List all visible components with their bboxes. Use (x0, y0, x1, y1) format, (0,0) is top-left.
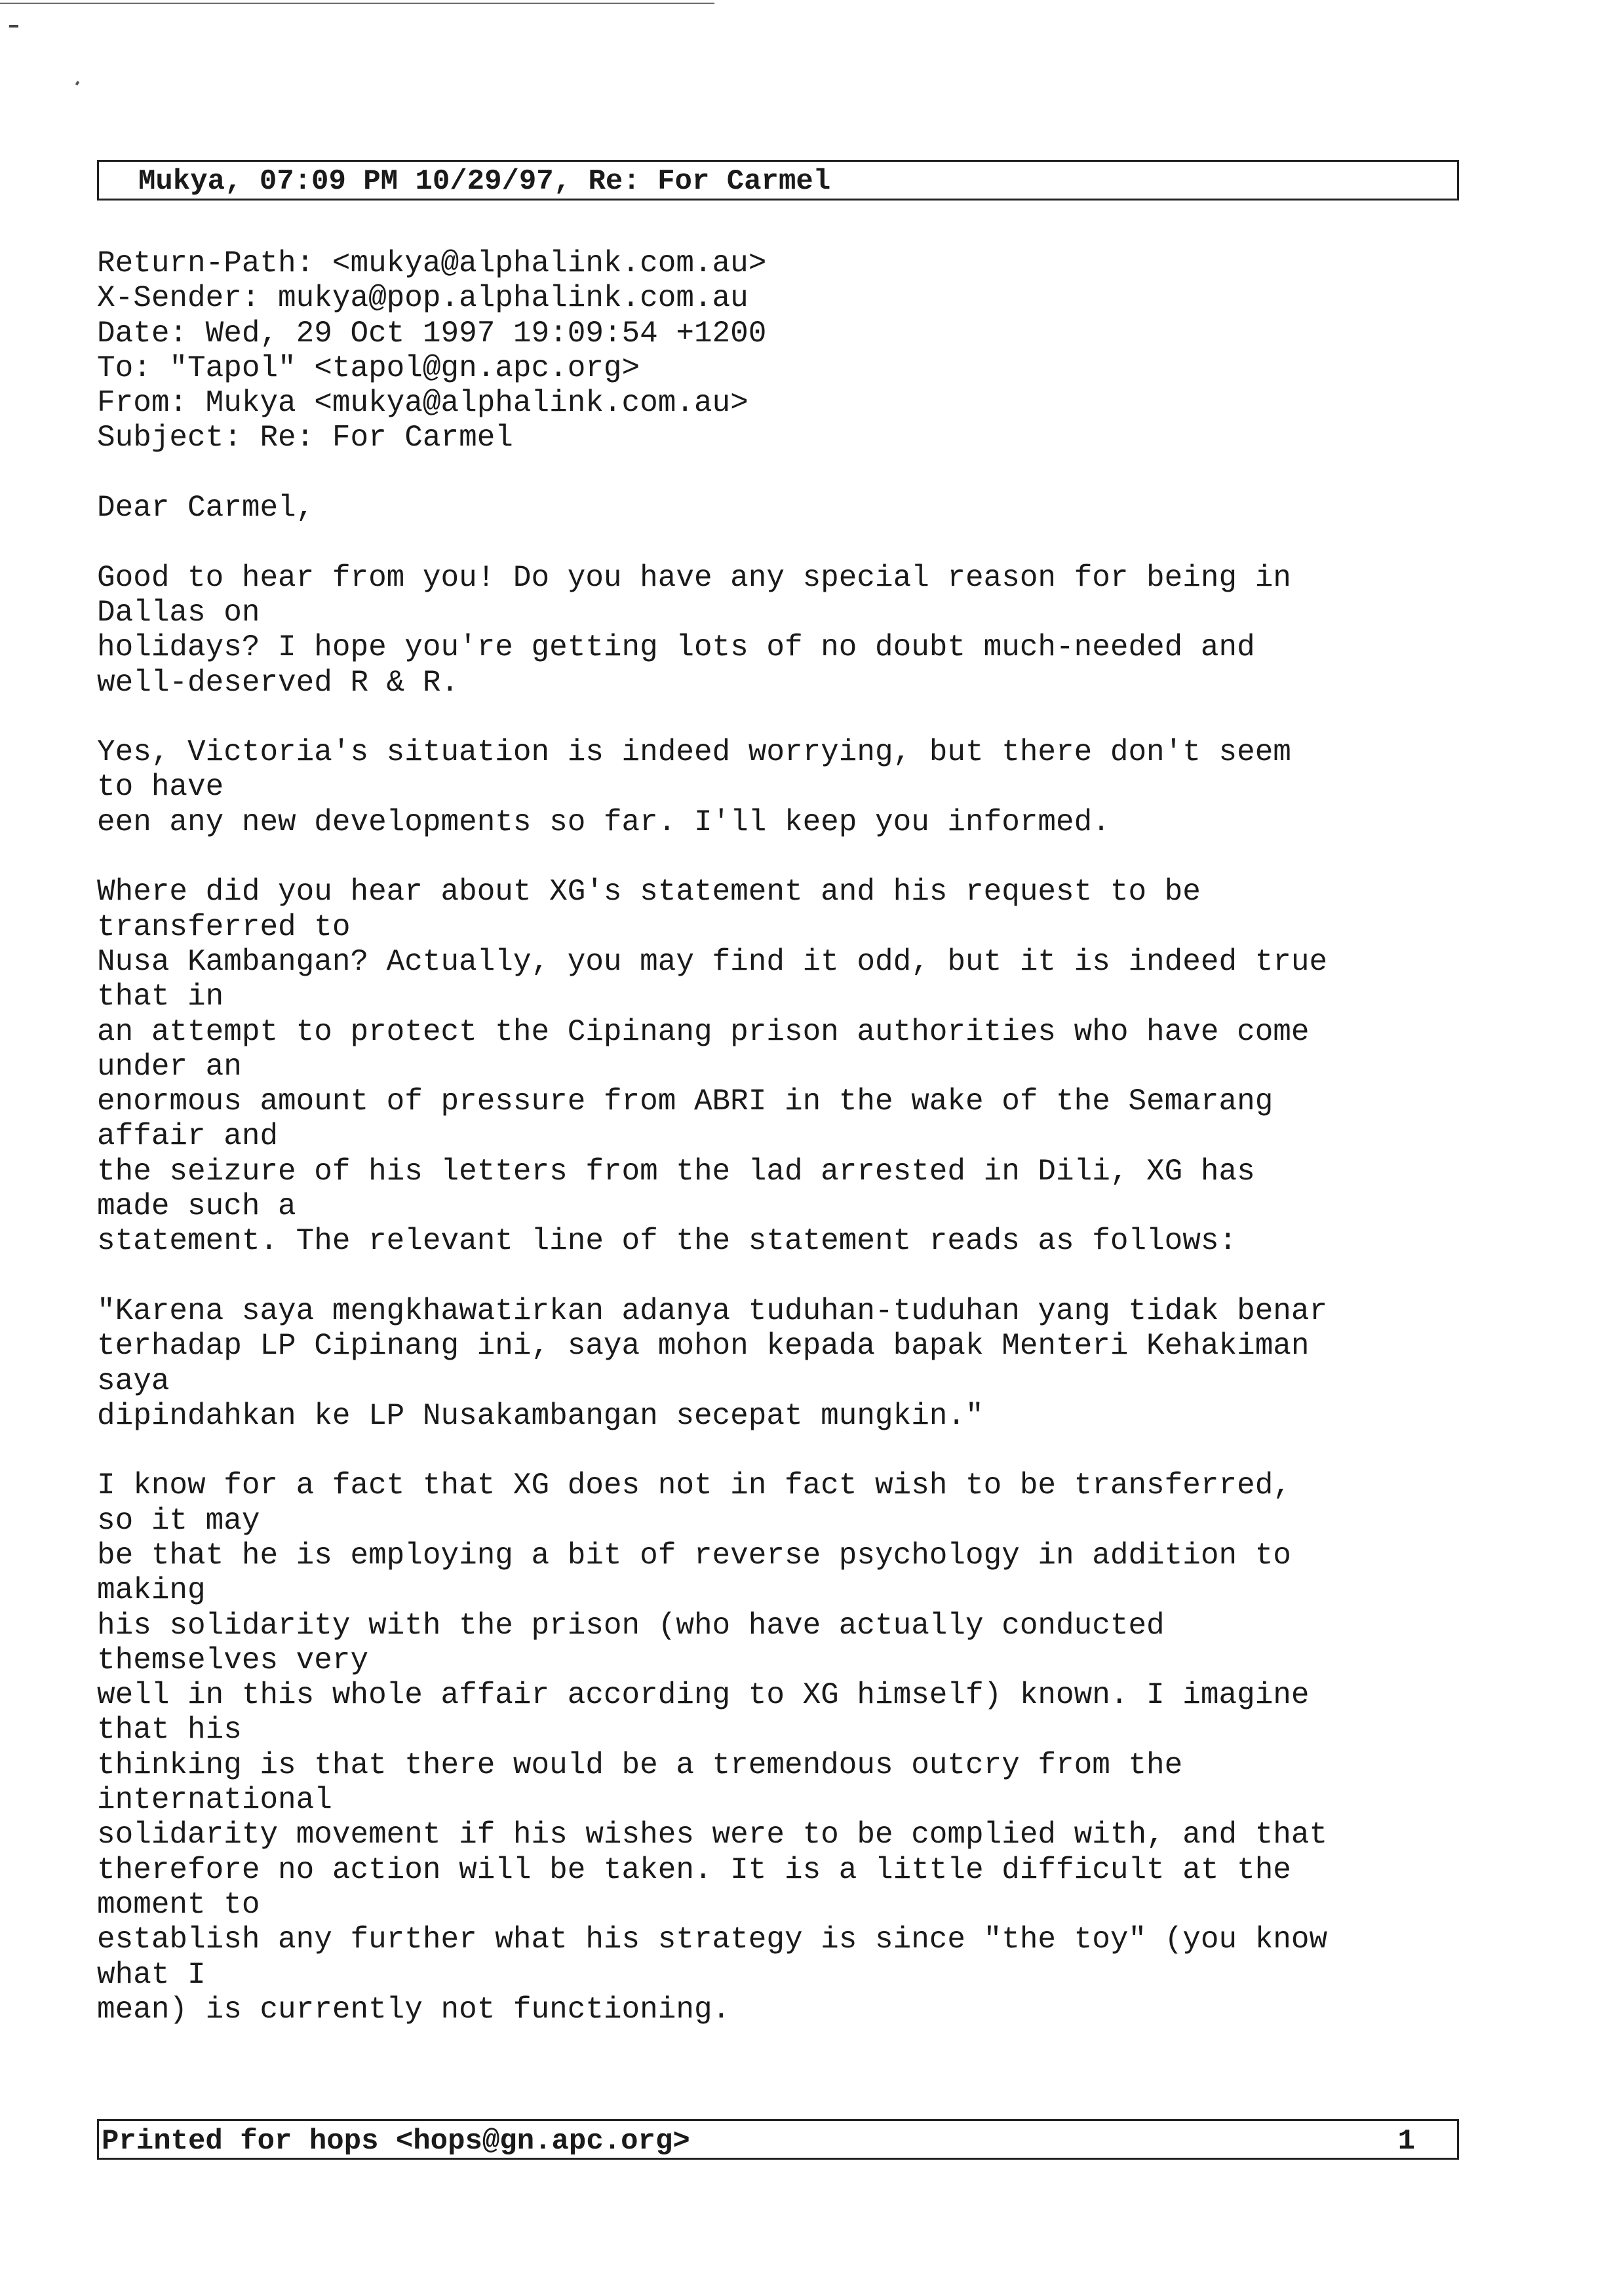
text-line: so it may (97, 1503, 260, 1538)
text-line: well in this whole affair according to XG himself) known. I imagine (97, 1678, 1310, 1713)
text-line: themselves very (97, 1643, 369, 1677)
scan-artifact-dot (75, 81, 79, 85)
text-line: establish any further what his strategy is since "the toy" (you know (97, 1923, 1328, 1957)
quoted-statement (97, 1294, 1473, 1434)
date-line: Date: Wed, 29 Oct 1997 19:09:54 +1200 (97, 316, 767, 351)
text-line: made such a (97, 1189, 296, 1224)
text-line: making (97, 1573, 206, 1608)
quote-line: saya (97, 1364, 170, 1398)
text-line: een any new developments so far. I'll keep you informed. (97, 805, 1110, 839)
text-line: Nusa Kambangan? Actually, you may find it odd, but it is indeed true (97, 944, 1328, 979)
text-line: therefore no action will be taken. It is a little difficult at the (97, 1852, 1291, 1887)
print-footer-bar (97, 2119, 1459, 2160)
quote-line: "Karena saya mengkhawatirkan adanya tuduhan-tuduhan yang tidak benar (97, 1293, 1328, 1328)
from-line: From: Mukya <mukya@alphalink.com.au> (97, 386, 749, 421)
scan-artifact-mark (9, 25, 18, 28)
text-line: I know for a fact that XG does not in fact wish to be transferred, (97, 1468, 1291, 1503)
text-line: moment to (97, 1887, 260, 1922)
text-line: under an (97, 1049, 242, 1084)
quote-line: terhadap LP Cipinang ini, saya mohon kepada bapak Menteri Kehakiman (97, 1329, 1310, 1364)
printed-for-label: Printed for hops <hops@gn.apc.org> (102, 2125, 690, 2158)
text-line: transferred to (97, 909, 351, 944)
paragraph-2 (97, 735, 1473, 840)
to-line: To: "Tapol" <tapol@gn.apc.org> (97, 351, 640, 385)
paragraph-4 (97, 1468, 1473, 2027)
paragraph-1 (97, 561, 1473, 700)
email-content (97, 246, 1473, 2027)
text-line: solidarity movement if his wishes were to be complied with, and that (97, 1818, 1328, 1852)
x-sender-line: X-Sender: mukya@pop.alphalink.com.au (97, 281, 749, 316)
text-line: what I (97, 1957, 206, 1992)
text-line: that his (97, 1713, 242, 1748)
text-line: to have (97, 770, 224, 805)
text-line: be that he is employing a bit of reverse psychology in addition to (97, 1538, 1291, 1573)
text-line: enormous amount of pressure from ABRI in the wake of the Semarang (97, 1084, 1274, 1119)
message-title: Mukya, 07:09 PM 10/29/97, Re: For Carmel (138, 165, 831, 198)
text-line: mean) is currently not functioning. (97, 1992, 731, 2027)
text-line: that in (97, 980, 224, 1014)
text-line: his solidarity with the prison (who have actually conducted (97, 1608, 1165, 1643)
email-headers-block (97, 246, 1473, 456)
paragraph-3 (97, 875, 1473, 1259)
page-number: 1 (1397, 2125, 1415, 2158)
text-line: an attempt to protect the Cipinang prison authorities who have come (97, 1014, 1310, 1049)
scan-edge-mark (0, 3, 714, 4)
text-line: Good to hear from you! Do you have any special reason for being in (97, 560, 1291, 595)
text-line: Yes, Victoria's situation is indeed worrying, but there don't seem (97, 735, 1291, 770)
text-line: thinking is that there would be a tremendous outcry from the (97, 1748, 1183, 1782)
text-line: holidays? I hope you're getting lots of no doubt much-needed and (97, 630, 1255, 665)
quote-line: dipindahkan ke LP Nusakambangan secepat mungkin." (97, 1398, 984, 1433)
text-line: statement. The relevant line of the statement reads as follows: (97, 1224, 1237, 1259)
greeting: Dear Carmel, (97, 491, 315, 526)
return-path-line: Return-Path: <mukya@alphalink.com.au> (97, 246, 767, 280)
text-line: Dallas on (97, 595, 260, 630)
subject-line: Subject: Re: For Carmel (97, 421, 513, 455)
text-line: well-deserved R & R. (97, 665, 459, 700)
text-line: affair and (97, 1119, 279, 1154)
text-line: international (97, 1783, 332, 1818)
text-line: Where did you hear about XG's statement and his request to be (97, 875, 1201, 909)
text-line: the seizure of his letters from the lad arrested in Dili, XG has (97, 1154, 1255, 1189)
message-header-bar (97, 160, 1459, 201)
